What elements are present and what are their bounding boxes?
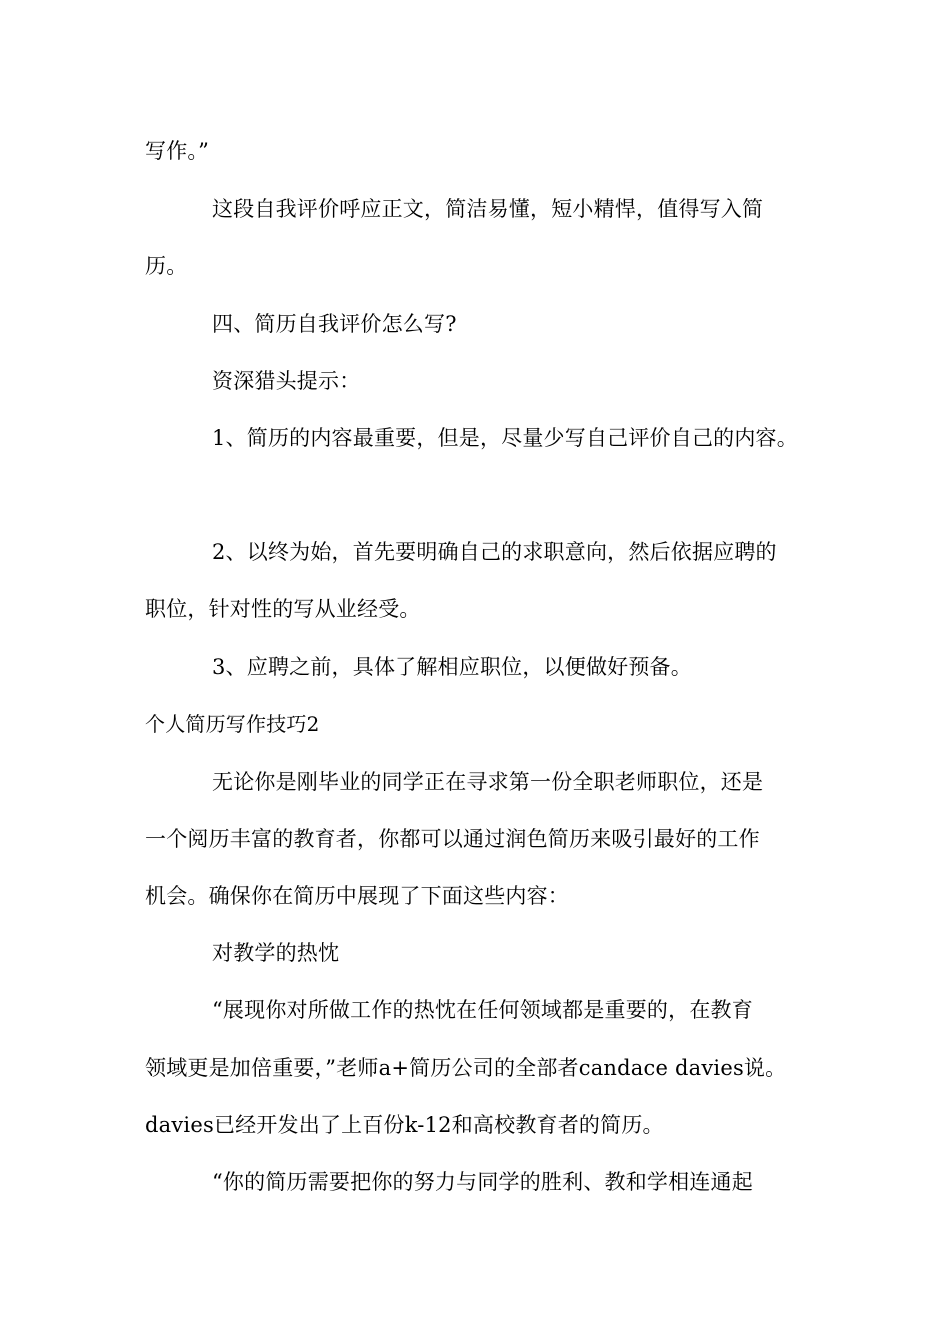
subheading: 对教学的热忱 bbox=[212, 941, 340, 965]
text-line: 机会。确保你在简历中展现了下面这些内容： bbox=[145, 884, 569, 908]
section-heading: 四、简历自我评价怎么写? bbox=[212, 312, 457, 336]
text-line: davies已经开发出了上百份k-12和高校教育者的简历。 bbox=[145, 1113, 664, 1137]
text-line: 领域更是加倍重要，”老师a+简历公司的全部者candace davies说。 bbox=[145, 1056, 787, 1080]
section-title: 个人简历写作技巧2 bbox=[145, 712, 320, 736]
list-item-3: 3、应聘之前，具体了解相应职位，以便做好预备。 bbox=[212, 655, 692, 679]
text-line-paragraph-start: “你的简历需要把你的努力与同学的胜利、教和学相连通起 bbox=[212, 1170, 753, 1194]
text-line-continuation: 写作。” bbox=[145, 139, 210, 163]
text-line-paragraph-start: “展现你对所做工作的热忱在任何领域都是重要的，在教育 bbox=[212, 998, 753, 1022]
text-line: 历。 bbox=[145, 254, 188, 278]
text-line-paragraph-start: 资深猎头提示： bbox=[212, 369, 361, 393]
text-line-paragraph-start: 无论你是刚毕业的同学正在寻求第一份全职老师职位，还是 bbox=[212, 770, 764, 794]
list-item-2: 2、以终为始，首先要明确自己的求职意向，然后依据应聘的 bbox=[212, 540, 777, 564]
text-line: 一个阅历丰富的教育者，你都可以通过润色简历来吸引最好的工作 bbox=[145, 827, 760, 851]
list-item-1: 1、简历的内容最重要，但是，尽量少写自己评价自己的内容。 bbox=[212, 426, 798, 450]
text-line: 职位，针对性的写从业经受。 bbox=[145, 597, 421, 621]
text-line-paragraph-start: 这段自我评价呼应正文，简洁易懂，短小精悍，值得写入简 bbox=[212, 197, 764, 221]
